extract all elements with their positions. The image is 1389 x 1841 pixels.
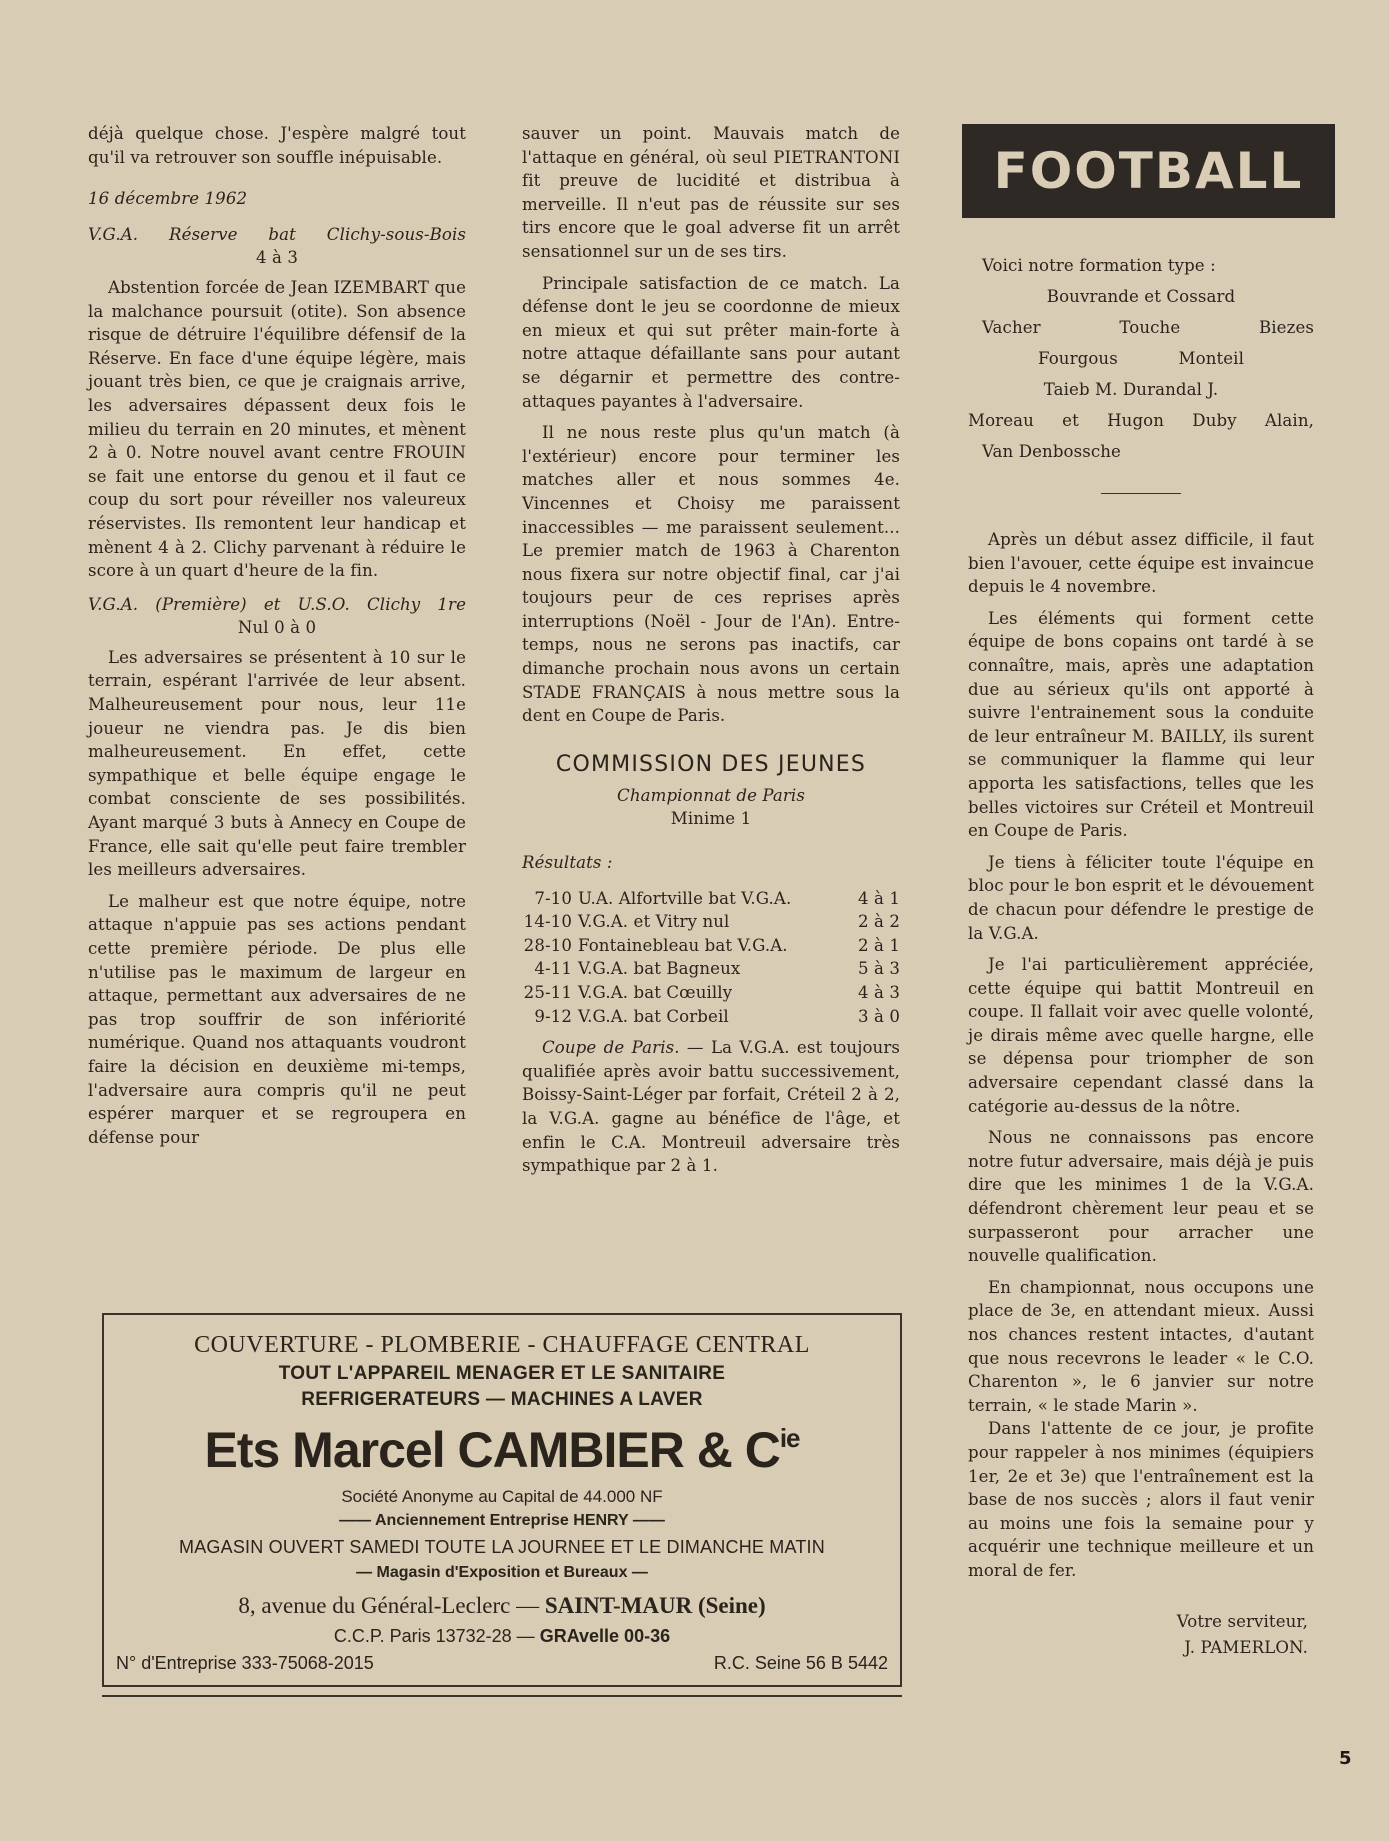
football-banner [962, 124, 1335, 218]
match2-report-continuation: sauver un point. Mauvais match de l'attaque en général, où seul PIETRANTONI fit preuve de lucidité et distribua à merveille. Il n'eut pas de réussite sur ses tirs encore que le goal adverse fit un arrêt sensationnel sur un de ses tirs. [522, 124, 900, 261]
result-match: U.A. Alfortville bat V.G.A. [578, 888, 792, 908]
article-column-3 [968, 250, 1314, 1661]
intro-continuation: déjà quelque chose. J'espère malgré tout qu'il va retrouver son souffle inépuisable. [88, 124, 466, 167]
advertisement-bottom-rule [102, 1695, 902, 1697]
ad-enterprise-number: N° d'Entreprise 333-75068-2015 [116, 1653, 374, 1673]
match1-title: V.G.A. Réserve bat Clichy-sous-Bois [88, 224, 466, 244]
result-score: 3 à 0 [857, 1006, 900, 1026]
lineup-intro: Voici notre formation type : [982, 256, 1216, 275]
result-score: 2 à 1 [857, 935, 900, 955]
minimes-paragraph-2: Les éléments qui forment cette équipe de bons copains ont tardé à se connaître, mais, après une adaptation due au sérieux qu'ils ont apporté à suivre l'entrainement sous la conduite de leur entraîneur M. BAILLY, ils surent se communiquer la flamme qui leur apporta les satisfactions, telles que les belles victoires sur Créteil et Montreuil en Coupe de Paris. [968, 608, 1314, 841]
player-name: Biezes [1258, 318, 1314, 337]
cup-label: Coupe de Paris. [542, 1038, 680, 1058]
article-column-1 [88, 122, 466, 1149]
player-name: Monteil [1178, 349, 1244, 368]
cup-paragraph [522, 1036, 900, 1178]
result-score: 4 à 3 [857, 983, 900, 1002]
match1-score: 4 à 3 [255, 248, 299, 268]
team-lineup [968, 250, 1314, 467]
ad-formerly: —— Anciennement Entreprise HENRY —— [339, 1512, 665, 1529]
player-name: Touche [1119, 318, 1181, 337]
result-date: 14-10 [523, 912, 572, 932]
player-name: Vacher [982, 318, 1041, 337]
result-row [522, 957, 900, 981]
result-match: V.G.A. et Vitry nul [578, 912, 730, 932]
article-column-2 [522, 122, 900, 1178]
minimes-paragraph-4: Je l'ai particulièrement appréciée, cette équipe qui battit Montreuil en coupe. Il fallait voir avec quelle volonté, je dirais même avec quelle hargne, elle se dépensa pour triompher de son adversaire cependant classé dans la catégorie au-dessus de la nôtre. [968, 955, 1314, 1116]
section-divider [1101, 493, 1181, 494]
minimes-paragraph-6: En championnat, nous occupons une place de 3e, en attendant mieux. Aussi nos chances restent intactes, d'autant que nous recevrons le leader « le C.O. Charenton », le 6 janvier sur notre terrain, « le stade Marin ». [968, 1277, 1314, 1415]
ad-company-name [116, 1417, 888, 1483]
lineup-row-5 [968, 405, 1314, 436]
ad-address-line [116, 1589, 888, 1623]
ad-showroom: — Magasin d'Exposition et Bureaux — [356, 1564, 648, 1581]
ad-services: COUVERTURE - PLOMBERIE - CHAUFFAGE CENTRAL [194, 1332, 810, 1358]
match2-report-1: Les adversaires se présentent à 10 sur le terrain, espérant l'arrivée de leur absent. Malheureusement pour nous, leur 11e joueur ne viendra pas. Je dis bien malheureusement. En effet, cette sympathique et belle équipe engage le combat consciente de ses possibilités. Ayant marqué 3 buts à Annecy en Coupe de France, elle sait qu'elle peut faire trembler les meilleurs adversaires. [88, 647, 466, 880]
minimes-paragraph-1: Après un début assez difficile, il faut bien l'avouer, cette équipe est invaincue depuis le 4 novembre. [968, 530, 1314, 597]
minimes-paragraph-3: Je tiens à féliciter toute l'équipe en bloc pour le bon esprit et le dévouement de chacun pour défendre le prestige de la V.G.A. [968, 852, 1314, 943]
ad-contact-line [116, 1623, 888, 1649]
lineup-row-2 [968, 312, 1314, 343]
section-title-youth: COMMISSION DES JEUNES [555, 751, 867, 777]
result-match: Fontainebleau bat V.G.A. [578, 935, 788, 955]
advertisement-box [102, 1313, 902, 1687]
result-row [522, 981, 900, 1005]
championship-label: Championnat de Paris [617, 785, 805, 805]
minimes-paragraph-7: Dans l'attente de ce jour, je profite pour rappeler à nos minimes (équipiers 1er, 2e et 3e) que l'entraînement est la base de nos succès ; alors il faut venir au moins une fois la semaine pour y acquérir une technique meilleure et un moral de fer. [968, 1419, 1314, 1580]
result-row [522, 910, 900, 934]
player-name: et [1062, 411, 1079, 430]
ad-address: 8, avenue du Général-Leclerc — [238, 1593, 545, 1618]
lineup-row-3 [968, 343, 1314, 374]
result-score: 5 à 3 [857, 959, 900, 979]
category-label: Minime 1 [670, 809, 752, 829]
result-row [522, 887, 900, 911]
ad-opening-hours: MAGASIN OUVERT SAMEDI TOUTE LA JOURNEE ET LE DIMANCHE MATIN [179, 1537, 825, 1557]
result-date: 4-11 [534, 959, 572, 979]
result-date: 9-12 [534, 1006, 572, 1026]
ad-appliances: TOUT L'APPAREIL MENAGER ET LE SANITAIRE [278, 1363, 726, 1384]
result-row [522, 934, 900, 958]
results-table [522, 887, 900, 1029]
result-date: 7-10 [534, 888, 572, 908]
ad-ccp: C.C.P. Paris 13732-28 — [333, 1626, 540, 1646]
football-banner-title: FOOTBALL [993, 142, 1304, 200]
result-date: 28-10 [523, 935, 572, 955]
signoff: Votre serviteur, [1176, 1611, 1308, 1631]
ad-city: SAINT-MAUR (Seine) [544, 1593, 766, 1618]
author-name: J. PAMERLON. [1184, 1637, 1308, 1657]
ad-products: REFRIGERATEURS — MACHINES A LAVER [301, 1389, 703, 1410]
ad-registration-line [116, 1649, 888, 1677]
lineup-row-6: Van Denbossche [982, 442, 1121, 461]
ad-company-suffix: ie [779, 1423, 800, 1453]
defense-paragraph: Principale satisfaction de ce match. La défense dont le jeu se coordonne de mieux en mieux et qui sut prêter main-forte à notre attaque défaillante sans pour autant se dégarnir et permettre des contre-attaques payantes à l'adversaire. [522, 273, 900, 411]
ad-trade-register: R.C. Seine 56 B 5442 [713, 1653, 888, 1673]
lineup-row-4: Taieb M. Durandal J. [1043, 380, 1219, 399]
player-name: Duby [1192, 411, 1237, 430]
ad-capital: Société Anonyme au Capital de 44.000 NF [341, 1487, 663, 1506]
result-match: V.G.A. bat Bagneux [578, 959, 741, 979]
ad-company: Ets Marcel CAMBIER & C [204, 1422, 780, 1478]
ad-phone: GRAvelle 00-36 [539, 1626, 671, 1646]
match2-score: Nul 0 à 0 [237, 618, 317, 638]
player-name: Moreau [968, 411, 1034, 430]
cup-text: — La V.G.A. est toujours qualifiée après avoir battu successivement, Boissy-Saint-Léger par forfait, Créteil 2 à 2, la V.G.A. gagne au bénéfice de l'âge, et enfin le C.A. Montreuil adversaire très sympathique par 2 à 1. [522, 1038, 900, 1176]
result-score: 2 à 2 [857, 912, 900, 932]
results-label: Résultats : [522, 853, 613, 873]
minimes-paragraph-5: Nous ne connaissons pas encore notre futur adversaire, mais déjà je puis dire que les minimes 1 de la V.G.A. défendront chèrement leur peau et se surpasseront pour arracher une nouvelle qualification. [968, 1128, 1314, 1266]
match2-title: V.G.A. (Première) et U.S.O. Clichy 1re [88, 594, 466, 614]
result-score: 4 à 1 [857, 888, 900, 908]
player-name: Alain, [1264, 411, 1314, 430]
player-name: Fourgous [1038, 349, 1118, 368]
match1-report: Abstention forcée de Jean IZEMBART que la malchance poursuit (otite). Son absence risque de détruire l'équilibre défensif de la Réserve. En face d'une équipe légère, mais jouant très bien, ce que je craignais arrive, les adversaires dépassent deux fois le milieu du terrain en 20 minutes, et mènent 2 à 0. Notre nouvel avant centre FROUIN se fait une entorse du genou et il faut ce coup du sort pour réveiller nos valeureux réservistes. Ils remontent leur handicap et mènent 4 à 2. Clichy parvenant à réduire le score à un quart d'heure de la fin. [88, 277, 466, 581]
standings-paragraph: Il ne nous reste plus qu'un match (à l'extérieur) encore pour terminer les matches aller et nous sommes 4e. Vincennes et Choisy me paraissent inaccessibles — me paraissent seulement... Le premier match de 1963 à Charenton nous fixera sur notre objectif final, car j'ai toujours peur de ces reprises après interruptions (Noël - Jour de l'An). Entre-temps, nous ne serons pas inactifs, car dimanche prochain nous avons un certain STADE FRANÇAIS à nous mettre sous la dent en Coupe de Paris. [522, 423, 900, 726]
player-name: Hugon [1107, 411, 1165, 430]
match2-report-2: Le malheur est que notre équipe, notre attaque n'appuie pas ses actions pendant cette première période. De plus elle n'utilise pas le maximum de largeur en attaque, permettant aux adversaires de ne pas trop souffrir de son infériorité numérique. Quand nos attaquants voudront faire la décision en deuxième mi-temps, l'adversaire aura compris qu'il ne peut espérer marquer et se regroupera en défense pour [88, 891, 466, 1147]
result-match: V.G.A. bat Cœuilly [578, 983, 733, 1002]
article-date: 16 décembre 1962 [88, 189, 248, 209]
page-number: 5 [1339, 1748, 1352, 1769]
result-match: V.G.A. bat Corbeil [578, 1006, 729, 1026]
result-row [522, 1005, 900, 1029]
lineup-row-1: Bouvrande et Cossard [1046, 287, 1236, 306]
result-date: 25-11 [523, 983, 572, 1002]
